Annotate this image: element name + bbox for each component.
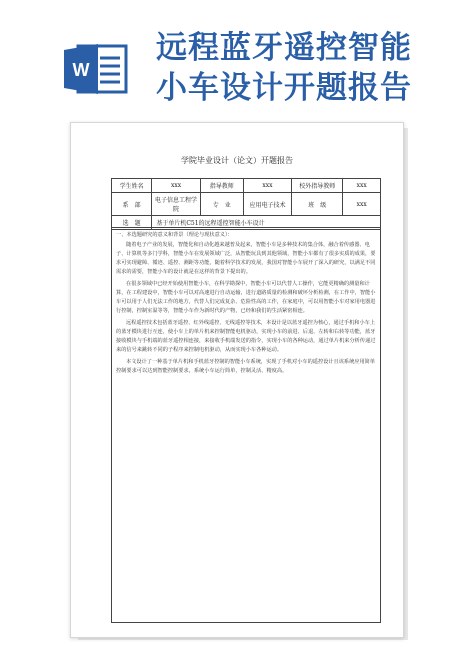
table-cell: xxx bbox=[243, 179, 291, 193]
table-cell: 专 业 bbox=[200, 193, 243, 216]
table-cell: 系 部 bbox=[112, 193, 152, 216]
title-line-2: 小车设计开题报告 bbox=[156, 70, 412, 106]
paragraph: 本文设计了一种基于单片机和手机蓝牙控制的智能小车系统，实现了手机对小车的遥控设计且该系统应用简单控制要求可以达到智能控制要求，系统小车运行简单，控制灵活、精度高。 bbox=[116, 359, 376, 374]
table-row bbox=[112, 193, 381, 216]
table-cell: xxx bbox=[343, 179, 381, 193]
document-title: 学院毕业设计（论文）开题报告 bbox=[181, 156, 293, 165]
table-cell: 电子信息工程学院 bbox=[152, 193, 200, 216]
paragraph: 随着电子产业的发展，智能化和自动化越来越普及起来，智能小车是多种技术的集合体，融合着传感器、电子、计算机等多门学科，智能小车在发展领域广泛，从智能玩具到其他领域，智能小车都有了很多实质的成果，要求可实现避障、循迹、遥控、测距等功能，随着科学技术的发展，我国对智能小车展开了深入的研究，以满足不同需求的需要，智能小车的设计就是在这样的背景下提出的。 bbox=[116, 242, 376, 275]
content-box bbox=[111, 227, 381, 623]
table-cell: xxx bbox=[152, 179, 200, 193]
banner bbox=[0, 0, 474, 110]
table-cell: 校外指导教师 bbox=[292, 179, 343, 193]
paragraph: 远程遥控技术包括蓝牙遥控、红外线遥控、无线遥控等技术，本设计是以蓝牙遥控为核心，通过手机和小车上的蓝牙模块进行互连，使小车上的单片机来控制智能电机驱动，实现小车的前进、后退、左转和右转等功能，蓝牙接收模块与手机端的蓝牙遥控相连接，来接收手机端发送的指令，实现小车的各种运动，通过单片机来分析传递过来的信号来跳转不同的子程序来控制电机驱动，从而实现小车各种运动。 bbox=[116, 320, 376, 353]
word-icon bbox=[64, 44, 128, 94]
table-cell: xxx bbox=[343, 193, 381, 216]
paragraph: 在很多领域中已经开始使用智能小车，在科学勘探中，智能小车可以代替人工操作，它能更精确的测量和计算，在工程建设中，智能小车可以对高速进行自动运输，进行道路质量的检测和破坏分析检测，在工作中，智能小车可以用于人们无法工作的地方，代替人们完成复杂、危险性高的工作，在家庭中，可以用智能小车对家用电器进行控制，控制室温等等，智能小车作为新时代的产物，已经和我们的生活紧密相连。 bbox=[116, 281, 376, 314]
document-page bbox=[70, 122, 404, 638]
title-line-1: 远程蓝牙遥控智能 bbox=[156, 30, 412, 66]
section-heading: 一、本选题研究的意义和背景（理论与现状意义）： bbox=[116, 232, 233, 238]
info-table bbox=[111, 178, 381, 230]
table-cell: 学生姓名 bbox=[112, 179, 152, 193]
table-row bbox=[112, 179, 381, 193]
table-cell: 班 级 bbox=[292, 193, 343, 216]
table-cell: 选 题 bbox=[112, 216, 152, 230]
table-cell: 指导教师 bbox=[200, 179, 243, 193]
svg-text:W: W bbox=[72, 60, 90, 80]
table-cell: 基于单片机C51的远程遥控智能小车设计 bbox=[152, 216, 381, 230]
page-title bbox=[156, 28, 456, 108]
table-cell: 应用电子技术 bbox=[243, 193, 291, 216]
